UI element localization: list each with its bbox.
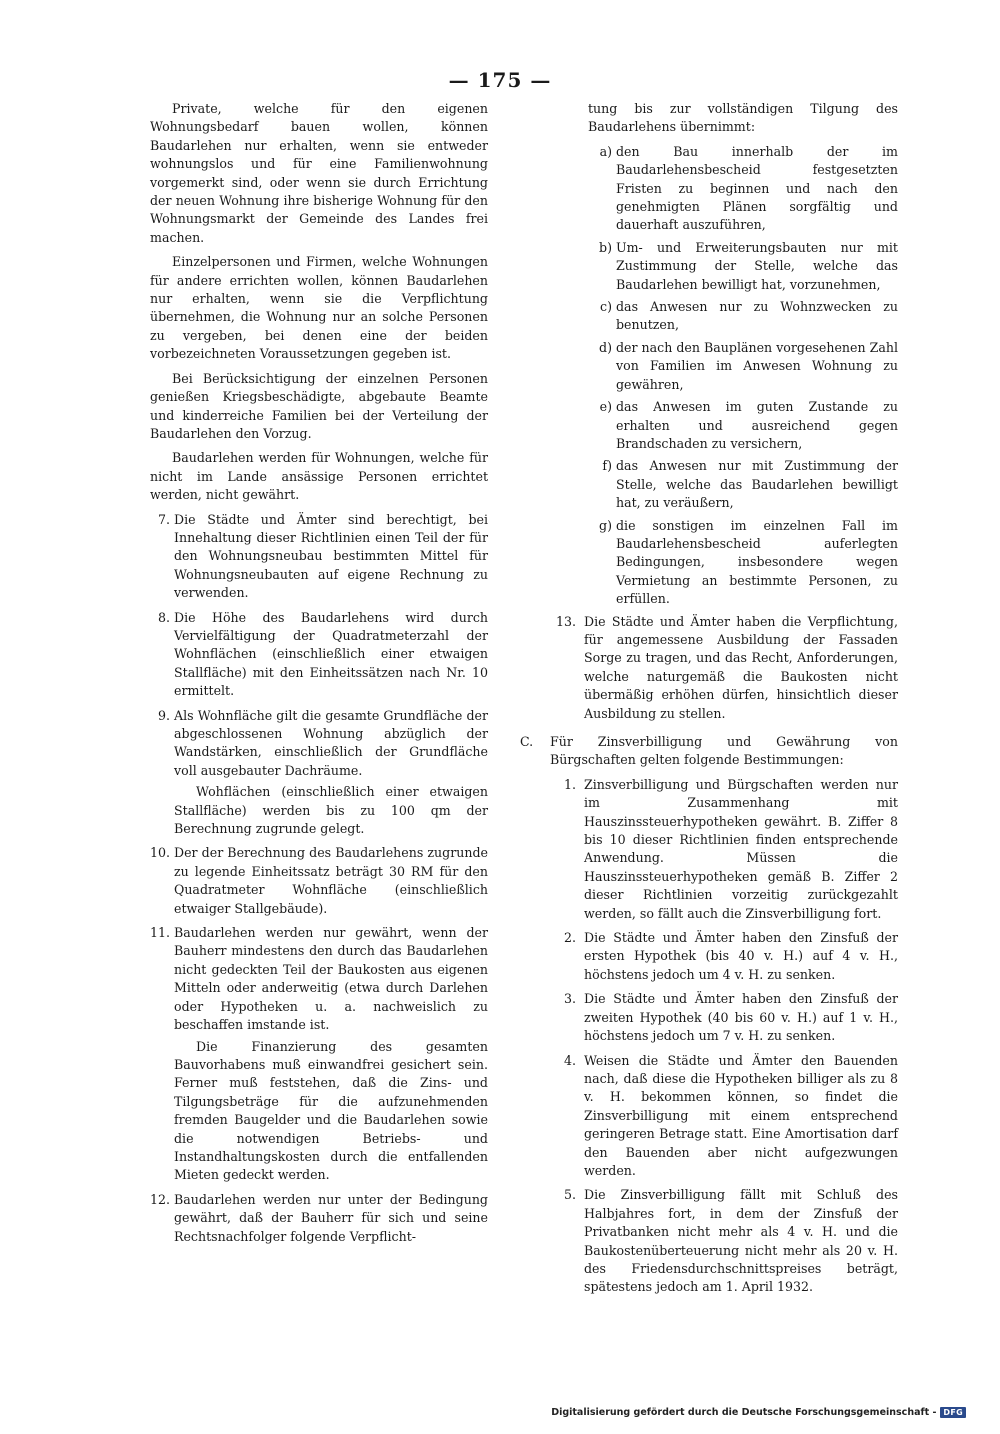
item-text: Die Zinsverbilligung fällt mit Schluß des Halbjahres fort, in dem der Zinsfuß der Privatbanken nicht mehr als 4 v. H. und die Baukostenüberteuerung nicht mehr als 20 v. H. des Friedensdurchschnittspreises beträgt, spätestens jedoch am 1. April 1932. xyxy=(584,1187,898,1295)
item-letter: a) xyxy=(599,143,612,159)
item-text: Die Städte und Ämter haben den Zinsfuß der ersten Hypothek (bis 40 v. H.) auf 4 v. H., höchstens jedoch um 4 v. H. zu senken. xyxy=(584,930,898,982)
item-number: 10. xyxy=(149,845,170,861)
item-text: Zinsverbilligung und Bürgschaften werden nur im Zusammenhang mit Hauszinssteuerhypotheken gewährt. B. Ziffer 8 bis 10 dieser Richtlinien finden entsprechende Anwendung. Müssen die Hauszinssteuerhypotheken gemäß B. Ziffer 2 dieser Richtlinien vorzeitig zurückgezahlt werden, so fällt auch die Zinsverbilligung fort. xyxy=(584,776,898,921)
item-letter: c) xyxy=(600,299,612,315)
item-text: Die Städte und Ämter haben die Verpflichtung, für angemessene Ausbildung der Fassaden Sorge zu tragen, und das Recht, Anforderungen, welche naturgemäß die Baukosten nicht übermäßig erhöhen dürfen, hinsichtlich dieser Ausbildung zu stellen. xyxy=(584,613,898,721)
list-item-7 xyxy=(150,511,488,603)
item-text: Als Wohnfläche gilt die gesamte Grundfläche der abgeschlossenen Wohnung abzüglich der Wandstärken, einschließlich der Grundfläche voll ausgebauter Dachräume. xyxy=(174,707,488,778)
section-letter: C. xyxy=(520,734,534,749)
left-column xyxy=(150,100,488,1252)
item-text: Baudarlehen werden nur unter der Bedingung gewährt, daß der Bauherr für sich und seine Rechtsnachfolger folgende Verpflicht- xyxy=(174,1191,488,1244)
intro-paragraph: Bei Berücksichtigung der einzelnen Personen genießen Kriegsbeschädigte, abgebaute Beamte und kinderreiche Familien bei der Verteilung der Baudarlehen den Vorzug. xyxy=(150,370,488,441)
item-letter: e) xyxy=(599,399,612,415)
lettered-item xyxy=(520,239,898,294)
lettered-item xyxy=(520,143,898,235)
dfg-logo: DFG xyxy=(940,1407,966,1418)
item-text: Die Städte und Ämter sind berechtigt, bei Innehaltung dieser Richtlinien einen Teil der für den Wohnungsneubau bestimmten Mittel für Wohnungsneubauten auf eigene Rechnung zu verwenden. xyxy=(174,511,488,601)
lettered-item xyxy=(520,339,898,394)
item-number: 7. xyxy=(157,511,170,527)
item-number: 12. xyxy=(149,1191,170,1207)
section-text: Für Zinsverbilligung und Gewährung von Bürgschaften gelten folgende Bestimmungen: xyxy=(550,734,898,768)
item-text: Die Höhe des Baudarlehens wird durch Vervielfältigung der Quadratmeterzahl der Wohnflächen (einschließlich einer etwaigen Stallfläche) mit den Einheitssätzen nach Nr. 10 ermittelt. xyxy=(174,609,488,699)
item-number: 3. xyxy=(563,991,576,1007)
lettered-item xyxy=(520,398,898,453)
item-number: 11. xyxy=(149,925,170,941)
list-item-11 xyxy=(150,924,488,1185)
item-number: 13. xyxy=(555,613,576,629)
item-letter: f) xyxy=(602,458,612,474)
item-text: Die Städte und Ämter haben den Zinsfuß der zweiten Hypothek (40 bis 60 v. H.) auf 1 v. H., höchstens jedoch um 7 v. H. zu senken. xyxy=(584,991,898,1044)
item-text: das Anwesen nur mit Zustimmung der Stelle, welche das Baudarlehen bewilligt hat, zu veräußern, xyxy=(616,458,898,511)
c-list-item xyxy=(520,929,898,984)
list-item-9 xyxy=(150,707,488,839)
item-subparagraph: Die Finanzierung des gesamten Bauvorhabens muß einwandfrei gesichert sein. Ferner muß feststehen, daß die Zins- und Tilgungsbeträge für die aufzunehmenden fremden Baugelder und die Baudarlehen sowie die notwendigen Betriebs- und Instandhaltungskosten durch die entfallenden Mieten gedeckt werden. xyxy=(174,1038,488,1183)
footer-text: Digitalisierung gefördert durch die Deutsche Forschungsgemeinschaft - xyxy=(551,1407,937,1418)
intro-paragraph: Private, welche für den eigenen Wohnungsbedarf bauen wollen, können Baudarlehen nur erhalten, wenn sie entweder wohnungslos und für eine Familienwohnung vorgemerkt sind, oder wenn sie durch Errichtung der neuen Wohnung ihre bisherige Wohnung für den Wohnungsmarkt der Gemeinde des Landes frei machen. xyxy=(150,101,488,245)
lettered-item xyxy=(520,457,898,512)
page-number: — 175 — xyxy=(448,68,552,92)
item-letter: g) xyxy=(599,517,612,533)
list-item-10 xyxy=(150,844,488,918)
c-list-item xyxy=(520,776,898,923)
item-number: 8. xyxy=(157,609,170,625)
list-item-12 xyxy=(150,1191,488,1246)
item-text: das Anwesen im guten Zustande zu erhalten und ausreichend gegen Brandschaden zu versichern, xyxy=(616,399,898,451)
item-number: 1. xyxy=(563,776,576,792)
right-column xyxy=(520,100,898,1303)
list-item-13 xyxy=(520,613,898,723)
item-number: 9. xyxy=(157,707,170,723)
item-text: der nach den Bauplänen vorgesehenen Zahl von Familien im Anwesen Wohnung zu gewähren, xyxy=(616,339,898,392)
intro-paragraph: Baudarlehen werden für Wohnungen, welche für nicht im Lande ansässige Personen errichtet werden, nicht gewährt. xyxy=(150,450,488,503)
item-number: 2. xyxy=(563,930,576,946)
item-text: Weisen die Städte und Ämter den Bauenden nach, daß diese die Hypotheken billiger als zu 8 v. H. bekommen können, so findet die Zinsverbilligung mit einem entsprechend geringeren Betrage statt. Eine Amortisation darf den Bauenden aber nicht aufgezwungen werden. xyxy=(584,1052,898,1178)
list-item-8 xyxy=(150,609,488,701)
item-number: 5. xyxy=(563,1187,576,1203)
item-letter: d) xyxy=(599,339,612,355)
item-text: den Bau innerhalb der im Baudarlehensbescheid festgesetzten Fristen zu beginnen und nach den genehmigten Plänen sorgfältig und dauerhaft auszuführen, xyxy=(616,143,898,233)
item-letter: b) xyxy=(599,239,612,255)
item-text: das Anwesen nur zu Wohnzwecken zu benutzen, xyxy=(616,299,898,333)
intro-paragraph: Einzelpersonen und Firmen, welche Wohnungen für andere errichten wollen, können Baudarlehen nur erhalten, wenn sie die Verpflichtung übernehmen, die Wohnung nur an solche Personen zu vergeben, bei denen eine der beiden vorbezeichneten Voraussetzungen gegeben ist. xyxy=(150,254,488,362)
lettered-item xyxy=(520,517,898,609)
item-subparagraph: Wohflächen (einschließlich einer etwaigen Stallfläche) werden bis zu 100 qm der Berechnung zugrunde gelegt. xyxy=(174,784,488,837)
digitization-footer xyxy=(551,1407,966,1418)
item-text: die sonstigen im einzelnen Fall im Baudarlehensbescheid auferlegten Bedingungen, insbesondere wegen Vermietung an bestimmte Personen, zu erfüllen. xyxy=(616,517,898,607)
section-c xyxy=(520,733,898,770)
c-list-item xyxy=(520,990,898,1045)
item-text: Baudarlehen werden nur gewährt, wenn der Bauherr mindestens den durch das Baudarlehen nicht gedeckten Teil der Baukosten aus eigenen Mitteln oder anderweitig (etwa durch Darlehen oder Hypotheken u. a. nachweislich zu beschaffen imstande ist. xyxy=(174,925,488,1033)
item-number: 4. xyxy=(563,1052,576,1068)
c-list-item xyxy=(520,1052,898,1181)
item-text: Um- und Erweiterungsbauten nur mit Zustimmung der Stelle, welche das Baudarlehen bewilligt hat, vorzunehmen, xyxy=(616,239,898,292)
item-text: Der der Berechnung des Baudarlehens zugrunde zu legende Einheitssatz beträgt 30 RM für den Quadratmeter Wohnfläche (einschließlich etwaiger Stallgebäude). xyxy=(174,845,488,916)
c-list-item xyxy=(520,1186,898,1296)
lettered-item xyxy=(520,298,898,335)
continuation-text: tung bis zur vollständigen Tilgung des Baudarlehens übernimmt: xyxy=(588,101,898,135)
